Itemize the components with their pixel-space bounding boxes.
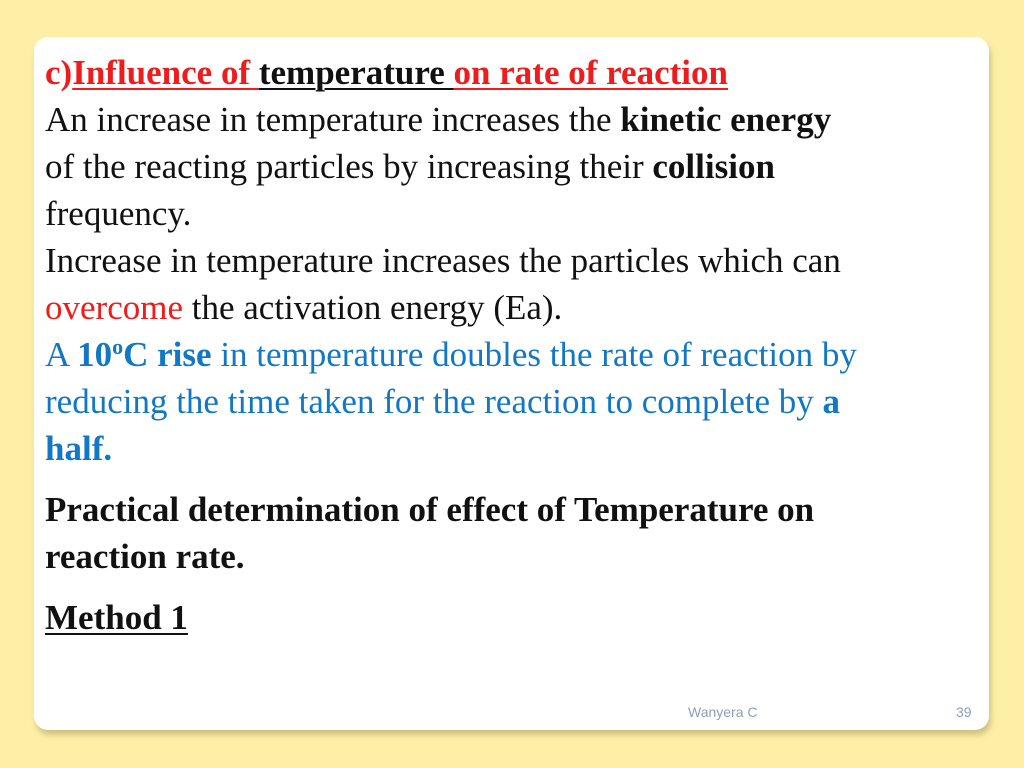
heading-prefix: c) — [45, 53, 73, 92]
term-collision: collision — [652, 147, 775, 186]
method-heading: Method 1 — [45, 598, 188, 637]
slide-number: 39 — [956, 704, 972, 720]
term-10c-rise: 10$^o$C rise — [77, 334, 212, 374]
para2-line1: Increase in temperature increases the particles which can — [45, 241, 841, 280]
heading-part-rate: on rate of reaction — [453, 53, 728, 92]
practical-heading: Practical determination of effect of Temperature on reaction rate. — [45, 490, 815, 576]
term-kinetic-energy: kinetic energy — [620, 100, 832, 139]
para1-line3: frequency. — [45, 194, 192, 233]
slide-card — [34, 37, 989, 730]
slide-content — [45, 49, 980, 641]
para1-line2: of the reacting particles by increasing their collision — [45, 147, 775, 186]
para3-line1: A 10$^o$C rise in temperature doubles the rate of reaction by — [45, 334, 857, 374]
footer-author: Wanyera C — [688, 704, 758, 720]
para1-line1: An increase in temperature increases the kinetic energy — [45, 100, 832, 139]
heading-part-temperature: temperature — [258, 53, 454, 92]
slide-heading — [45, 49, 980, 96]
term-overcome: overcome — [45, 288, 183, 327]
para3-line2: reducing the time taken for the reaction to complete by a — [45, 382, 840, 421]
heading-part-influence: Influence of — [72, 53, 259, 92]
para2-line2: overcome the activation energy (Ea). — [45, 288, 563, 327]
para3-line3: half. — [45, 429, 113, 468]
